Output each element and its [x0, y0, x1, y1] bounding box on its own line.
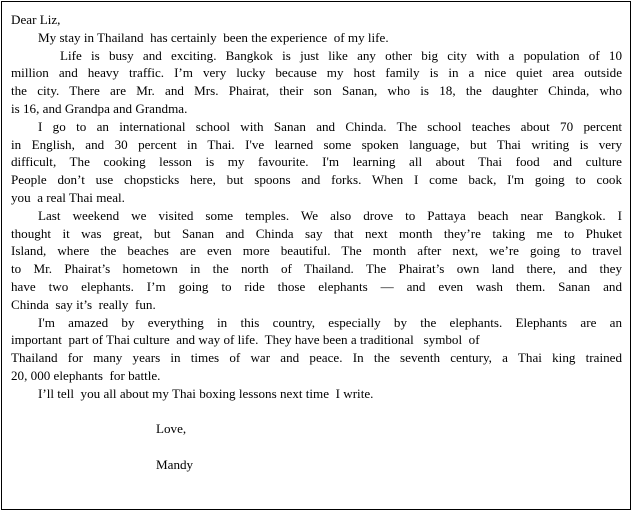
paragraph-3-line: I go to an international school with Sanan and Chinda. The school teaches about 70 percent — [38, 118, 622, 134]
spacer — [11, 403, 622, 421]
greeting: Dear Liz, — [11, 12, 61, 27]
paragraph-5-line: Thailand for many years in times of war and peace. In the seventh century, a Thai king trained — [11, 350, 622, 366]
paragraph-2-line: the city. There are Mr. and Mrs. Phairat, their son Sanan, who is 18, the daughter Chinda, who — [11, 83, 622, 99]
paragraph-4-line: Chinda say it’s really fun. — [11, 296, 156, 312]
spacer — [11, 438, 622, 456]
paragraph-3-line: difficult, The cooking lesson is my favourite. I'm learning all about Thai food and culture — [11, 154, 622, 170]
paragraph-5-line: I'm amazed by everything in this country, especially by the elephants. Elephants are an — [38, 314, 622, 330]
paragraph-2-line: Life is busy and exciting. Bangkok is just like any other big city with a population of 10 — [60, 47, 622, 63]
paragraph-4-line: Last weekend we visited some temples. We also drove to Pattaya beach near Bangkok. I — [38, 207, 622, 223]
paragraph-1-line: My stay in Thailand has certainly been the experience of my life. — [38, 29, 389, 45]
paragraph-2-line: million and heavy traffic. I’m very lucky because my host family is in a nice quiet area outside — [11, 65, 622, 81]
paragraph-6-line: I’ll tell you all about my Thai boxing lessons next time I write. — [38, 385, 374, 401]
paragraph-4-line: to Mr. Phairat’s hometown in the north of Thailand. The Phairat’s own land there, and they — [11, 261, 622, 277]
paragraph-3-line: in English, and 30 percent in Thai. I've learned some spoken language, but Thai writing is very — [11, 136, 622, 152]
paragraph-2-line: is 16, and Grandpa and Grandma. — [11, 100, 188, 116]
paragraph-3-line: People don’t use chopsticks here, but spoons and forks. When I come back, I'm going to cook — [11, 172, 622, 188]
paragraph-4-line: Island, where the beaches are even more beautiful. The month after next, we’re going to travel — [11, 243, 622, 259]
paragraph-4-line: have two elephants. I’m going to ride those elephants — and even wash them. Sanan and — [11, 278, 622, 294]
closing: Love, — [156, 421, 187, 437]
paragraph-3-line: you a real Thai meal. — [11, 189, 125, 205]
signature: Mandy — [156, 456, 194, 472]
paragraph-4-line: thought it was great, but Sanan and Chinda say that next month they’re taking me to Phuket — [11, 225, 622, 241]
paragraph-5-line: important part of Thai culture and way of life. They have been a traditional symbol of — [11, 332, 480, 348]
letter-box — [1, 1, 631, 510]
paragraph-5-line: 20, 000 elephants for battle. — [11, 367, 161, 383]
